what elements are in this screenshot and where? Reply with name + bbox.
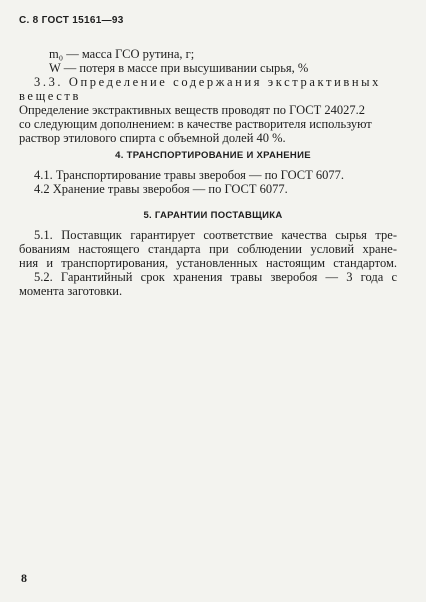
section-4-title: 4. ТРАНСПОРТИРОВАНИЕ И ХРАНЕНИЕ: [115, 150, 311, 161]
clause-3-3-heading: 3.3. Определение содержания экстрактивных: [34, 75, 381, 89]
page-number: 8: [21, 571, 27, 585]
clause-5-1-line-1: 5.1. Поставщик гарантирует соответствие качества сырья тре-: [34, 228, 397, 242]
running-header: С. 8 ГОСТ 15161—93: [19, 15, 124, 26]
clause-4-2: 4.2 Хранение травы зверобоя — по ГОСТ 6077.: [34, 182, 288, 196]
clause-5-2-line-1: 5.2. Гарантийный срок хранения травы зверобоя — 3 года с: [34, 270, 397, 284]
clause-5-2-line-2: момента заготовки.: [19, 284, 123, 298]
formula-legend-w: W — потеря в массе при высушивании сырья, %: [49, 61, 309, 75]
clause-3-3-text-2: со следующим дополнением: в качестве растворителя используют: [19, 117, 372, 131]
section-5-title: 5. ГАРАНТИИ ПОСТАВЩИКА: [143, 210, 283, 221]
clause-5-1-line-2: бованиям настоящего стандарта при соблюдении условий хране-: [19, 242, 397, 256]
clause-5-1-line-3: ния и транспортирования, установленных настоящим стандартом.: [19, 256, 397, 270]
formula-legend-m0: m₀ — масса ГСО рутина, г;: [49, 47, 195, 61]
clause-3-3-text-3: раствор этилового спирта с объемной долей 40 %.: [19, 131, 286, 145]
clause-3-3-heading-cont: веществ: [19, 89, 81, 103]
clause-4-1: 4.1. Транспортирование травы зверобоя — по ГОСТ 6077.: [34, 168, 344, 182]
clause-3-3-text-1: Определение экстрактивных веществ проводят по ГОСТ 24027.2: [19, 103, 365, 117]
